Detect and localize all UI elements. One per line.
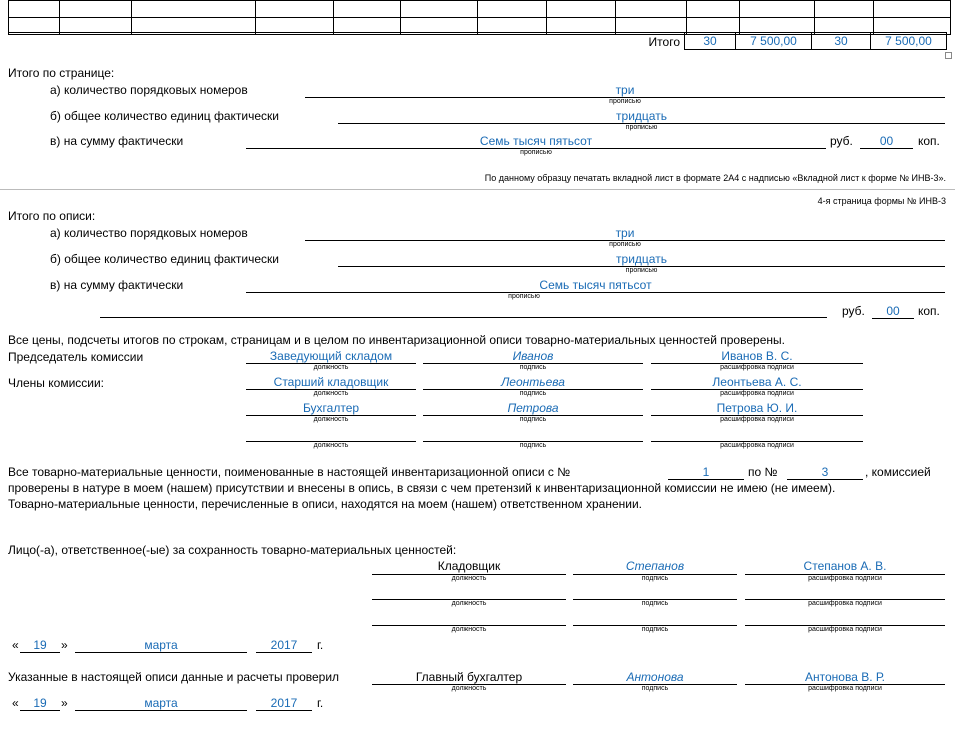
print-note: По данному образцу печатать вкладной лист в формате 2А4 с надписью «Вкладной лист к форме № ИНВ-3». <box>484 173 946 183</box>
caption-signature: подпись <box>519 442 547 449</box>
statement-line1: Все товарно-материальные ценности, поименованные в настоящей инвентаризационной описи с № <box>8 465 571 479</box>
inventory-totals-a-label: а) количество порядковых номеров <box>50 226 248 240</box>
caption-decode: расшифровка подписи <box>720 442 794 449</box>
total-qty-2: 30 <box>811 32 871 50</box>
verified-decode: Антонова В. Р. <box>805 670 885 684</box>
caption-decode: расшифровка подписи <box>808 626 882 633</box>
inventory-totals-title: Итого по описи: <box>8 209 96 223</box>
verified-label: Указанные в настоящей описи данные и расчеты проверил <box>8 670 340 684</box>
caption-propisyu: прописью <box>609 98 641 105</box>
commission-decode: Леонтьева А. С. <box>712 375 802 389</box>
page-totals-c-value: Семь тысяч пятьсот <box>479 134 593 148</box>
caption-decode: расшифровка подписи <box>720 416 794 423</box>
statement-to-label: по № <box>748 465 778 479</box>
commission-position: Бухгалтер <box>302 401 360 415</box>
date2-month: марта <box>144 696 178 710</box>
date1-suffix: г. <box>317 638 324 652</box>
responsible-decode: Степанов А. В. <box>803 559 887 573</box>
page-totals-rub: руб. <box>830 134 853 148</box>
page-totals-kop: коп. <box>918 134 940 148</box>
caption-signature: подпись <box>641 626 669 633</box>
caption-propisyu: прописью <box>625 267 658 274</box>
caption-position: должность <box>313 390 349 397</box>
page-header: 4-я страница формы № ИНВ-3 <box>817 196 946 206</box>
caption-position: должность <box>313 442 349 449</box>
checked-statement: Все цены, подсчеты итогов по строкам, страницам и в целом по инвентаризационной описи товарно-материальных ценностей проверены. <box>8 333 785 347</box>
inventory-totals-a-value: три <box>615 226 635 240</box>
caption-signature: подпись <box>519 390 547 397</box>
total-qty-1: 30 <box>684 32 736 50</box>
inventory-totals-b-label: б) общее количество единиц фактически <box>50 252 280 266</box>
statement-line2: проверены в натуре в моем (нашем) присутствии и внесены в опись, в связи с чем претензий к инвентаризационной комиссии не имею (не имеем). <box>8 481 836 495</box>
page-totals-b-label: б) общее количество единиц фактически <box>50 109 280 123</box>
date2-close: » <box>61 696 68 710</box>
caption-signature: подпись <box>519 416 547 423</box>
caption-decode: расшифровка подписи <box>808 600 882 607</box>
caption-position: должность <box>313 416 349 423</box>
caption-propisyu: прописью <box>609 241 641 248</box>
table-total-label: Итого <box>648 35 680 49</box>
total-sum-2: 7 500,00 <box>870 32 947 50</box>
caption-decode: расшифровка подписи <box>720 390 794 397</box>
page-totals-c-label: в) на сумму фактически <box>50 134 184 148</box>
commission-position: Старший кладовщик <box>273 375 389 389</box>
page-totals-a-value: три <box>615 83 635 97</box>
date1-day: 19 <box>33 638 47 652</box>
statement-line1-end: , комиссией <box>865 465 931 479</box>
page-totals-title: Итого по странице: <box>8 66 115 80</box>
date1-month: марта <box>144 638 178 652</box>
chair-label: Председатель комиссии <box>8 350 144 364</box>
commission-signature: Петрова <box>507 401 559 415</box>
responsible-position: Кладовщик <box>437 559 501 573</box>
date2-suffix: г. <box>317 696 324 710</box>
inventory-totals-rub: руб. <box>842 304 865 318</box>
caption-signature: подпись <box>519 364 547 371</box>
commission-signature: Иванов <box>512 349 554 363</box>
date2-day: 19 <box>33 696 47 710</box>
caption-signature: подпись <box>641 685 669 692</box>
table-row <box>9 1 951 18</box>
caption-decode: расшифровка подписи <box>808 685 882 692</box>
responsible-signature: Степанов <box>625 559 685 573</box>
commission-signature: Леонтьева <box>501 375 565 389</box>
caption-position: должность <box>451 685 487 692</box>
members-label: Члены комиссии: <box>8 376 105 390</box>
page-totals-kop-value: 00 <box>879 134 894 148</box>
page-totals-a-label: а) количество порядковых номеров <box>50 83 248 97</box>
commission-decode: Иванов В. С. <box>721 349 793 363</box>
inventory-totals-c-label: в) на сумму фактически <box>50 278 184 292</box>
statement-from-no: 1 <box>702 465 710 479</box>
verified-position: Главный бухгалтер <box>415 670 523 684</box>
caption-propisyu: прописью <box>625 124 658 131</box>
page-totals-b-value: тридцать <box>616 109 667 123</box>
resize-handle-icon <box>945 52 952 59</box>
caption-signature: подпись <box>641 575 669 582</box>
commission-decode: Петрова Ю. И. <box>716 401 798 415</box>
total-sum-1: 7 500,00 <box>735 32 812 50</box>
responsible-label: Лицо(-а), ответственное(-ые) за сохранность товарно-материальных ценностей: <box>8 543 457 557</box>
caption-propisyu: прописью <box>520 149 552 156</box>
caption-position: должность <box>313 364 349 371</box>
caption-position: должность <box>451 600 487 607</box>
caption-position: должность <box>451 575 487 582</box>
date1-year: 2017 <box>270 638 298 652</box>
caption-signature: подпись <box>641 600 669 607</box>
inventory-table-fragment <box>8 0 951 35</box>
date1-close: » <box>61 638 68 652</box>
inventory-totals-kop: коп. <box>918 304 940 318</box>
date1-open: « <box>12 638 19 652</box>
verified-signature: Антонова <box>626 670 684 684</box>
inventory-totals-c-value: Семь тысяч пятьсот <box>539 278 652 292</box>
caption-propisyu: прописью <box>508 293 540 300</box>
date2-year: 2017 <box>270 696 298 710</box>
caption-decode: расшифровка подписи <box>720 364 794 371</box>
caption-decode: расшифровка подписи <box>808 575 882 582</box>
statement-line3: Товарно-материальные ценности, перечисленные в описи, находятся на моем (нашем) ответственном хранении. <box>8 497 642 511</box>
inventory-totals-b-value: тридцать <box>616 252 667 266</box>
inventory-totals-kop-value: 00 <box>886 304 900 318</box>
commission-position: Заведующий складом <box>269 349 393 363</box>
statement-to-no: 3 <box>821 465 829 479</box>
date2-open: « <box>12 696 19 710</box>
caption-position: должность <box>451 626 487 633</box>
